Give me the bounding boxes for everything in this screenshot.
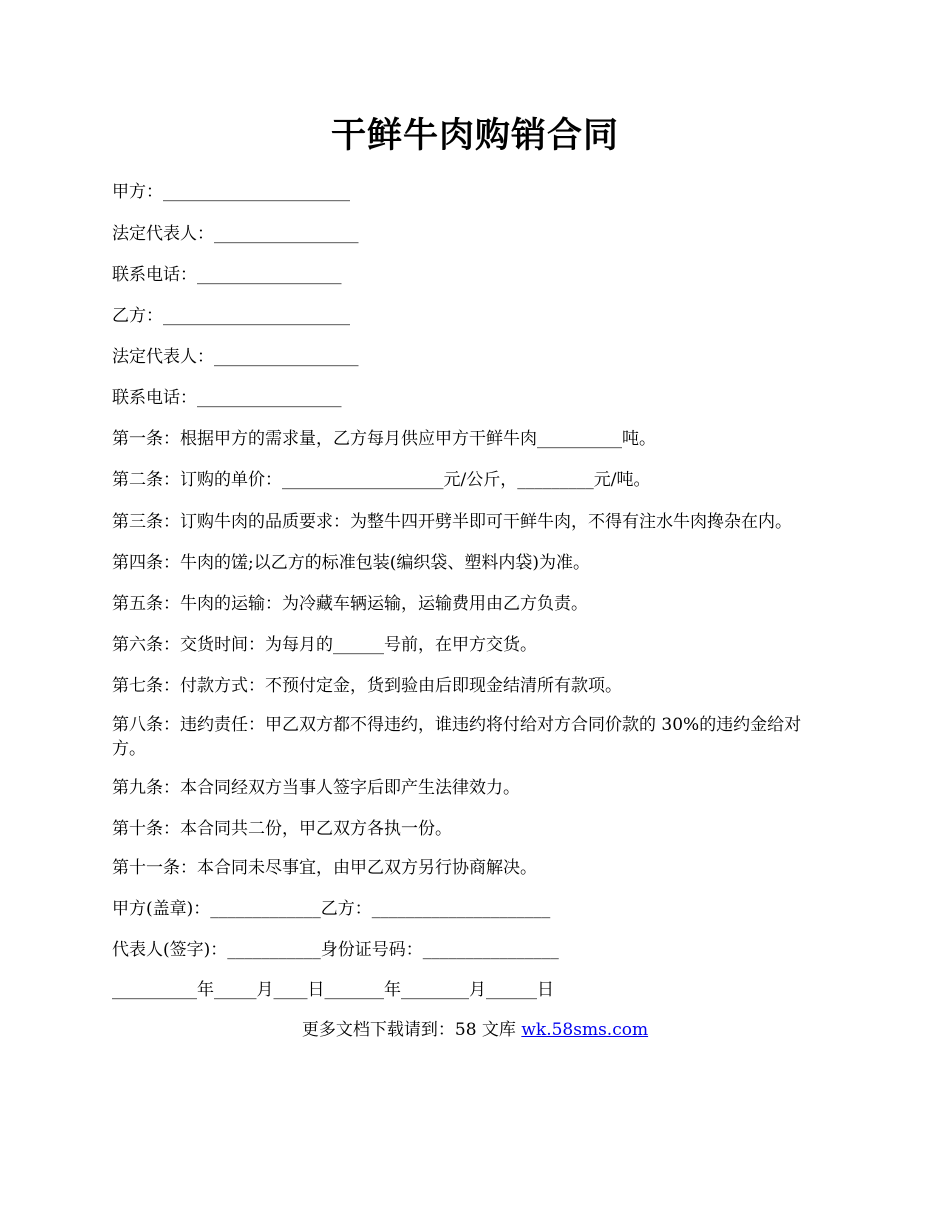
clause-6: 第六条：交货时间：为每月的______号前，在甲方交货。 xyxy=(112,635,537,655)
phone-a-field: 联系电话：_________________ xyxy=(112,265,342,285)
clause-7: 第七条：付款方式：不预付定金，货到验由后即现金结清所有款项。 xyxy=(112,676,622,696)
footer-text: 更多文档下载请到：58 文库 xyxy=(301,1020,522,1040)
clause-10: 第十条：本合同共二份，甲乙双方各执一份。 xyxy=(112,819,452,839)
clause-3: 第三条：订购牛肉的品质要求：为整牛四开劈半即可干鲜牛肉，不得有注水牛肉搀杂在内。 xyxy=(112,512,792,532)
footer-link[interactable]: wk.58sms.com xyxy=(521,1020,649,1040)
clause-2: 第二条：订购的单价：___________________元/公斤，_________元/吨。 xyxy=(112,470,651,490)
phone-b-field: 联系电话：_________________ xyxy=(112,388,342,408)
party-b-field: 乙方：______________________ xyxy=(112,306,350,326)
clause-5: 第五条：牛肉的运输：为冷藏车辆运输，运输费用由乙方负责。 xyxy=(112,594,588,614)
date-line: __________年_____月____日_______年________月______日 xyxy=(112,980,554,1000)
clause-11: 第十一条：本合同未尽事宜，由甲乙双方另行协商解决。 xyxy=(112,858,537,878)
footer xyxy=(0,1018,950,1042)
seal-signature-line: 甲方(盖章)：_____________乙方：_____________________ xyxy=(112,899,551,919)
legal-rep-b-field: 法定代表人：_________________ xyxy=(112,347,359,367)
legal-rep-a-field: 法定代表人：_________________ xyxy=(112,224,359,244)
clause-1: 第一条：根据甲方的需求量，乙方每月供应甲方干鲜牛肉__________吨。 xyxy=(112,429,656,449)
party-a-field: 甲方：______________________ xyxy=(112,182,350,202)
representative-signature-line: 代表人(签字)：___________身份证号码：________________ xyxy=(112,940,559,960)
clause-4: 第四条：牛肉的馐;以乙方的标准包装(编织袋、塑料内袋)为准。 xyxy=(112,553,590,573)
page-title: 干鲜牛肉购销合同 xyxy=(330,115,619,156)
clause-8: 第八条：违约责任：甲乙双方都不得违约，谁违约将付给对方合同价款的 30%的违约金给对方。 xyxy=(112,715,802,759)
clause-9: 第九条：本合同经双方当事人签字后即产生法律效力。 xyxy=(112,778,520,798)
